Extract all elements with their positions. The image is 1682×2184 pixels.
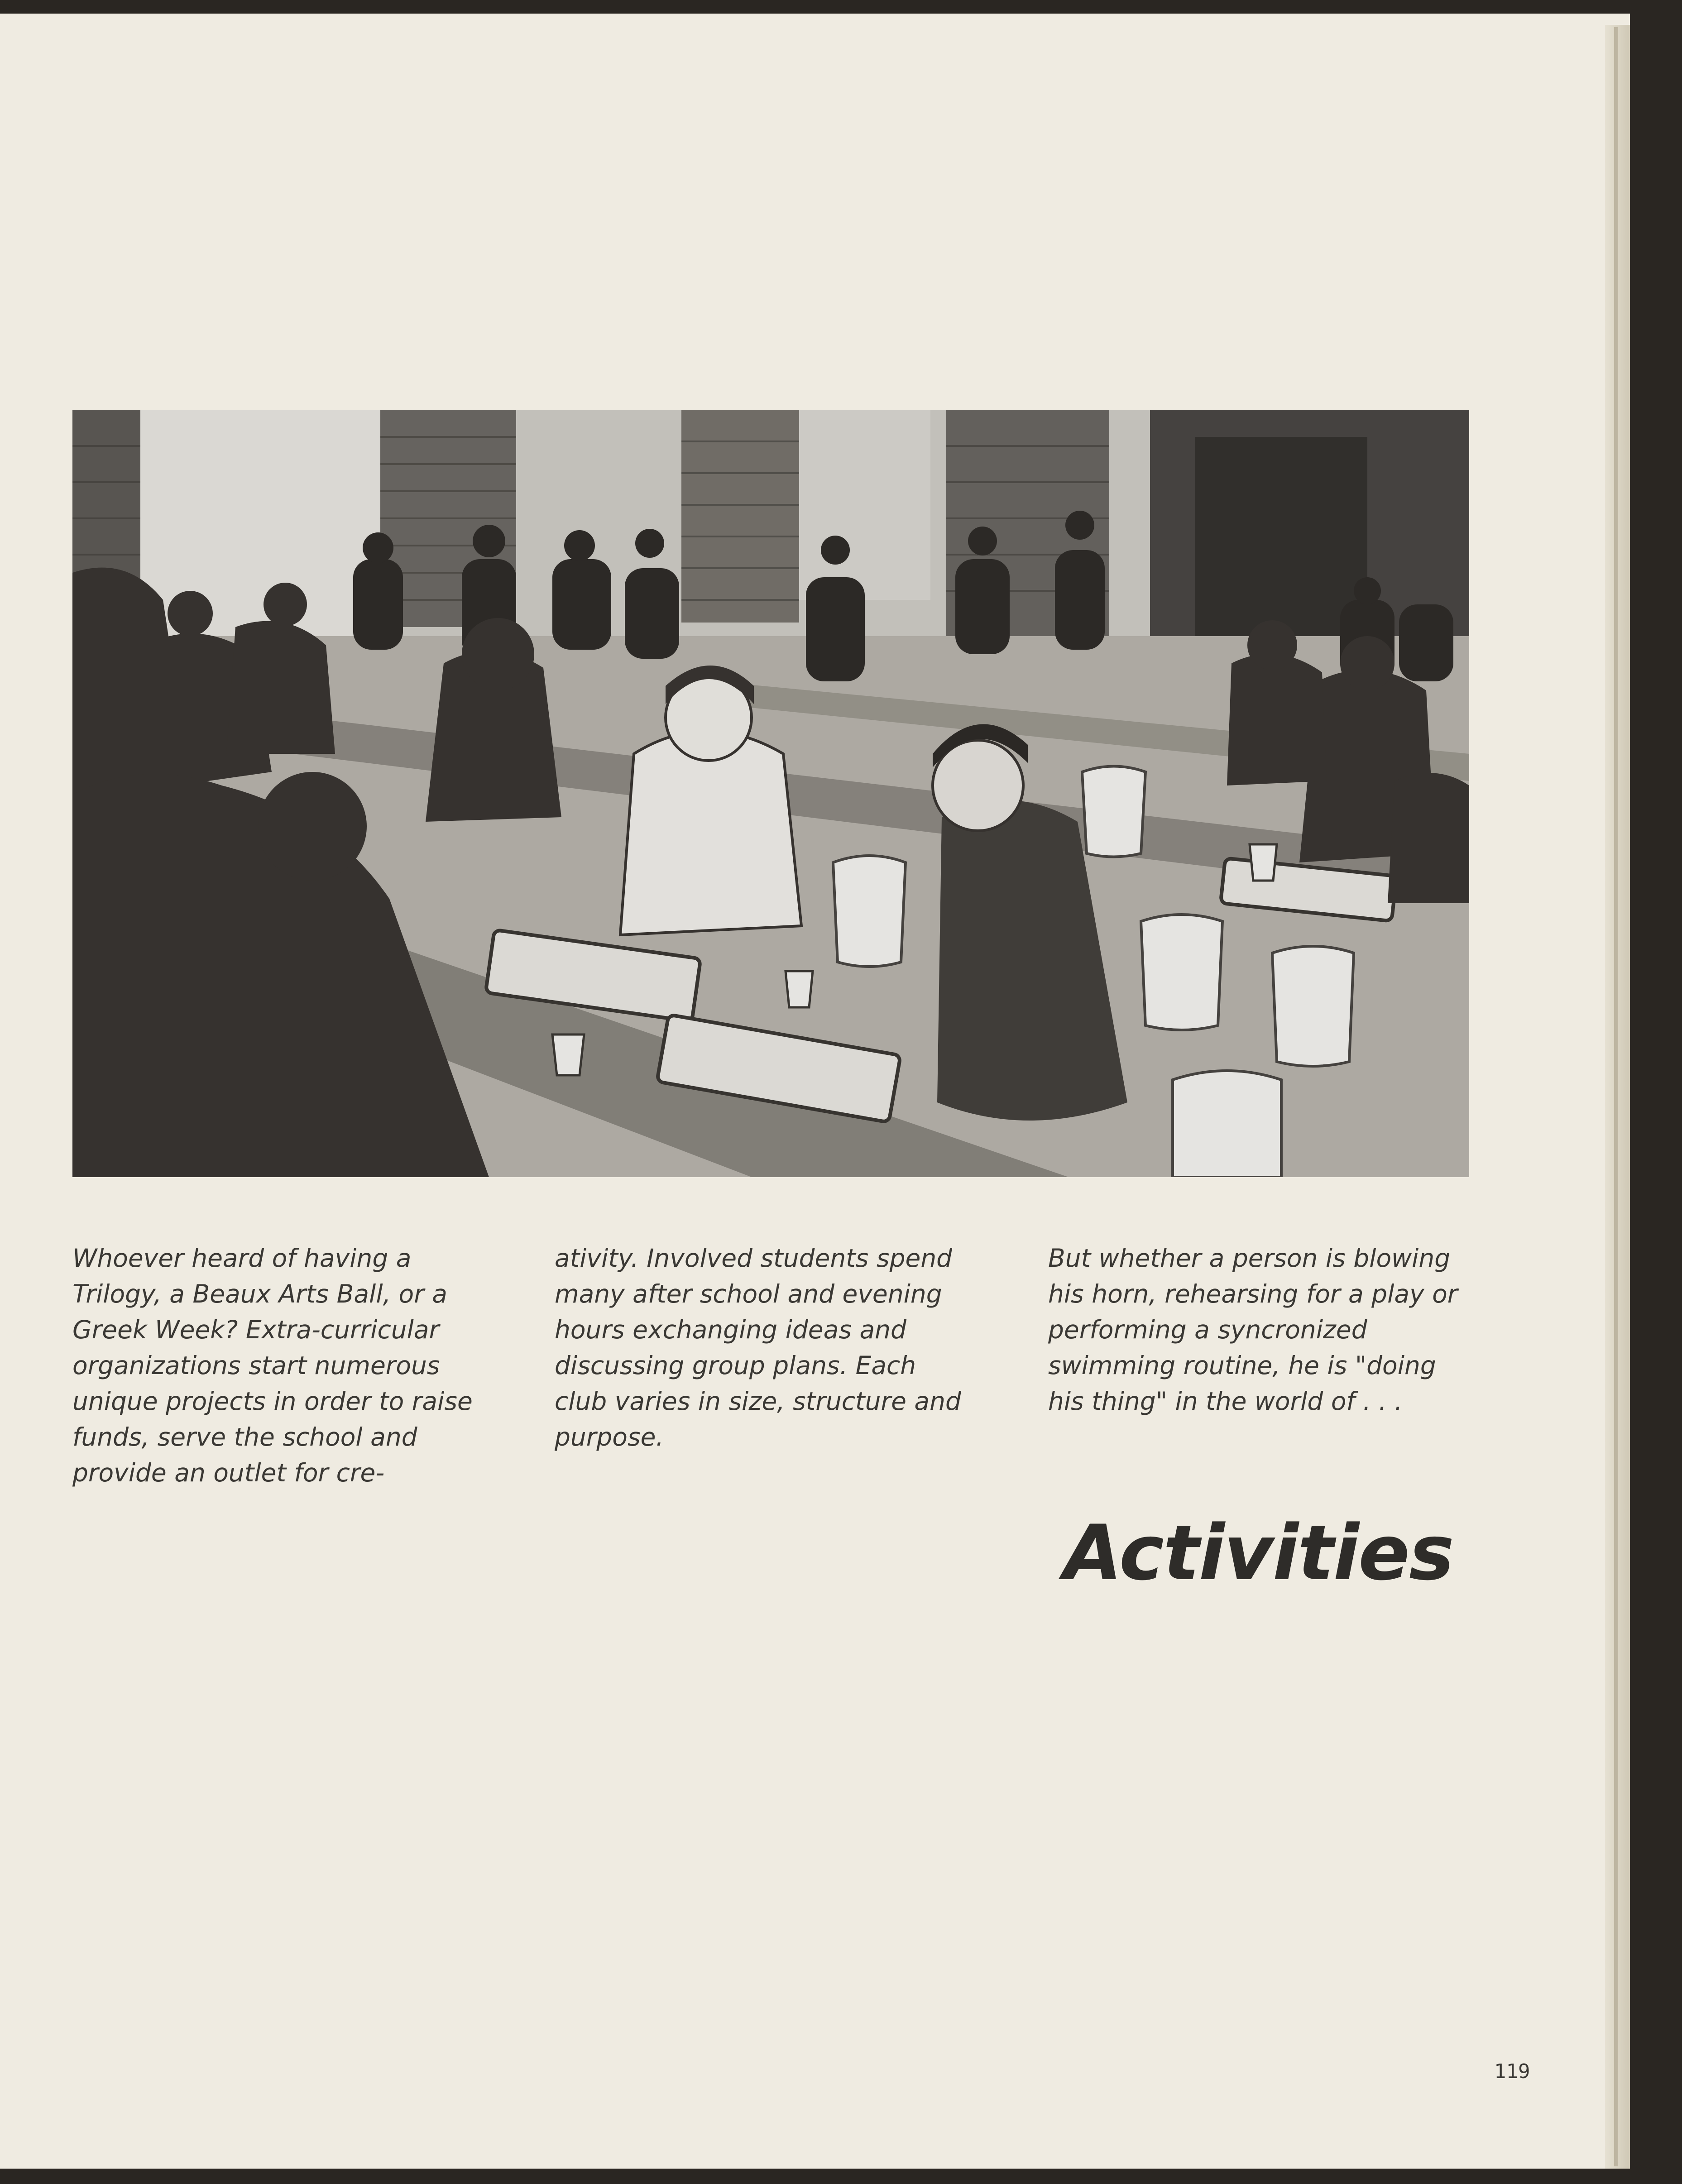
cafeteria-photo [72,410,1469,1177]
binding-edge [1614,27,1618,2166]
body-text-column-1: Whoever heard of having a Trilogy, a Beaux Arts Ball, or a Greek Week? Extra-curricular organizations start numerous unique projects in order to raise funds, serve the school and provide an outlet for cre- [72,1244,473,1487]
body-text-column-2: ativity. Involved students spend many after school and evening hours exchanging ideas and discussing group plans. Each club varies in size, structure and purpose. [555,1244,961,1451]
body-text-column-3: But whether a person is blowing his horn, rehearsing for a play or performing a syncronized swimming routine, he is "doing his thing" in the world of . . . [1048,1244,1458,1416]
page-number: 119 [1494,2060,1530,2083]
section-title: Activities [1063,1509,1453,1597]
